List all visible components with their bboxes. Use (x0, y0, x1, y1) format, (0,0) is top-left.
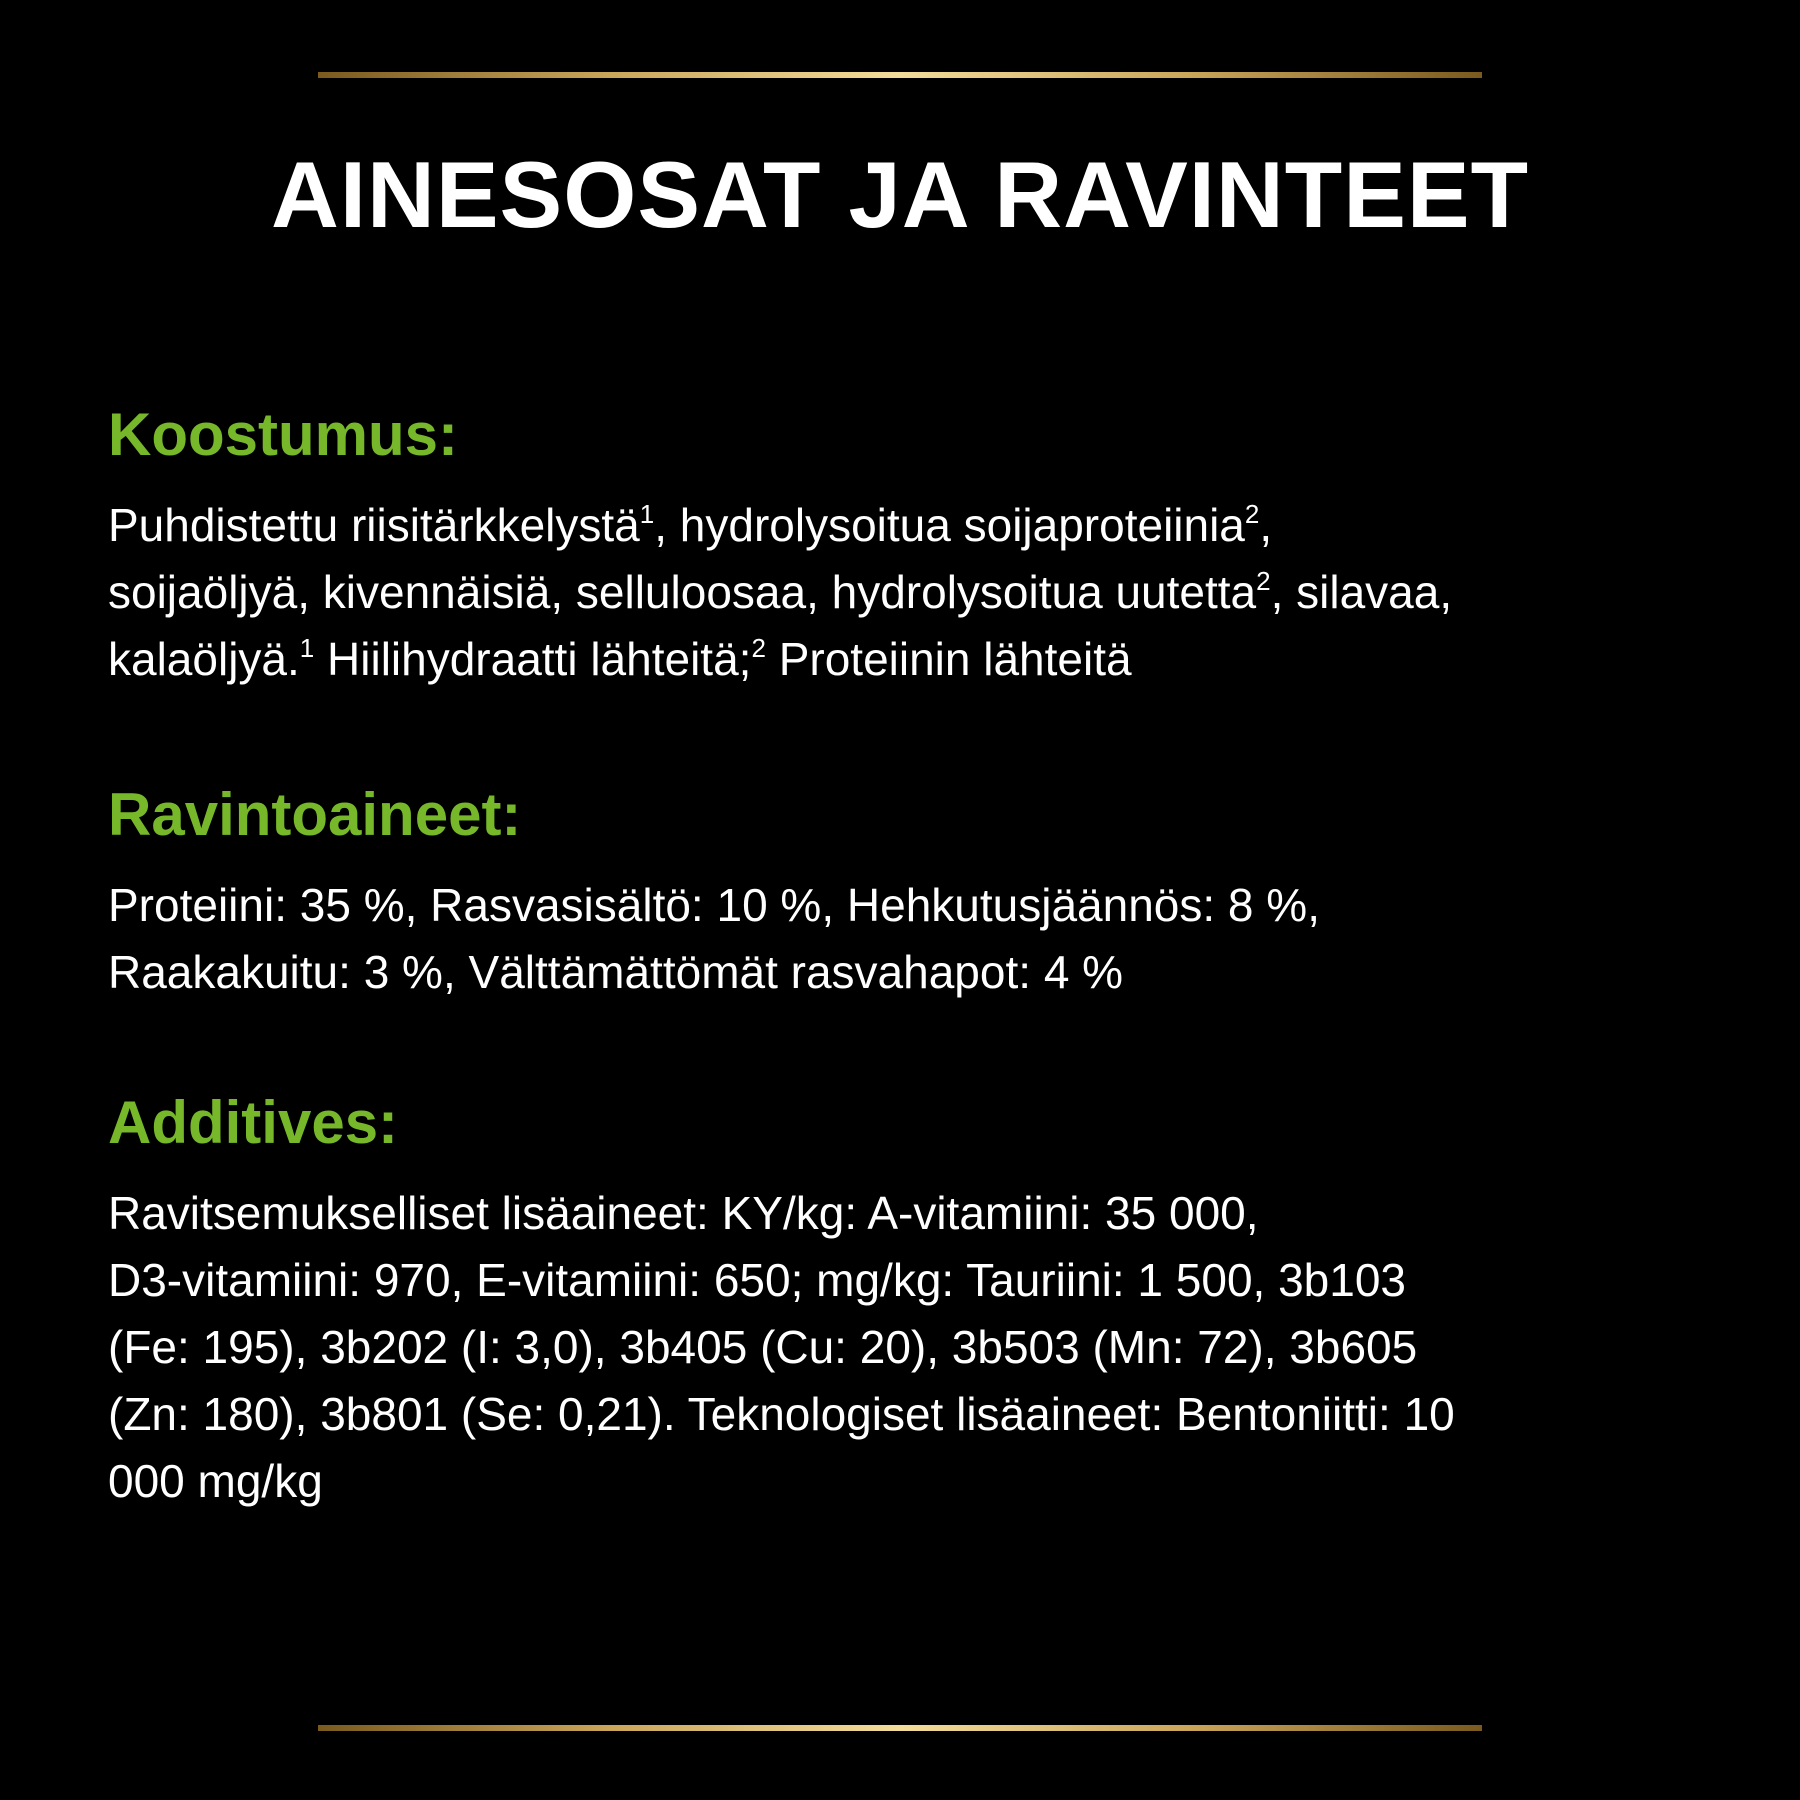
page-title: AINESOSAT JA RAVINTEET (270, 142, 1530, 247)
footnote-marker: 2 (1256, 566, 1271, 596)
footnote-text: Proteiinin lähteitä (765, 633, 1132, 685)
nutrients-heading: Ravintoaineet: (108, 781, 522, 848)
nutrients-text: Proteiini: 35 %, Rasvasisältö: 10 %, Hehkutusjäännös: 8 %, Raakakuitu: 3 %, Välttämättömät rasvahapot: 4 % (108, 879, 1320, 998)
composition-heading: Koostumus: (108, 401, 458, 468)
bottom-gold-divider (318, 1725, 1482, 1731)
footnote-text: Hiilihydraatti lähteitä; (314, 633, 752, 685)
additives-section (108, 1088, 1708, 1515)
composition-text-part: , (1259, 499, 1273, 551)
footnote-marker: 1 (299, 633, 315, 663)
composition-text-part: soijaöljyä, kivennäisiä, selluloosaa, hydrolysoitua uutetta (108, 566, 1257, 618)
composition-text-part: kalaöljyä. (108, 633, 300, 685)
composition-section (108, 400, 1708, 693)
footnote-marker: 1 (639, 499, 655, 529)
nutrients-section (108, 780, 1708, 1006)
composition-text-part: , silavaa, (1270, 566, 1453, 618)
additives-heading: Additives: (108, 1089, 399, 1156)
top-gold-divider (318, 72, 1482, 78)
footnote-marker: 2 (751, 633, 766, 663)
composition-text (108, 492, 1708, 693)
additives-text: Ravitsemukselliset lisäaineet: KY/kg: A-vitamiini: 35 000, D3-vitamiini: 970, E-vitamiini: 650; mg/kg: Tauriini: 1 500, 3b103 (Fe: 195), 3b202 (I: 3,0), 3b405 (Cu: 20), 3b503 (Mn: 72), 3b605 (Zn: 180), 3b801 (Se: 0,21). Teknologiset lisäaineet: Bentoniitti: 10 000 mg/kg (108, 1187, 1455, 1507)
footnote-marker: 2 (1244, 499, 1260, 529)
composition-text-part: Puhdistettu riisitärkkelystä (108, 499, 640, 551)
composition-text-part: , hydrolysoitua soijaproteiinia (654, 499, 1245, 551)
